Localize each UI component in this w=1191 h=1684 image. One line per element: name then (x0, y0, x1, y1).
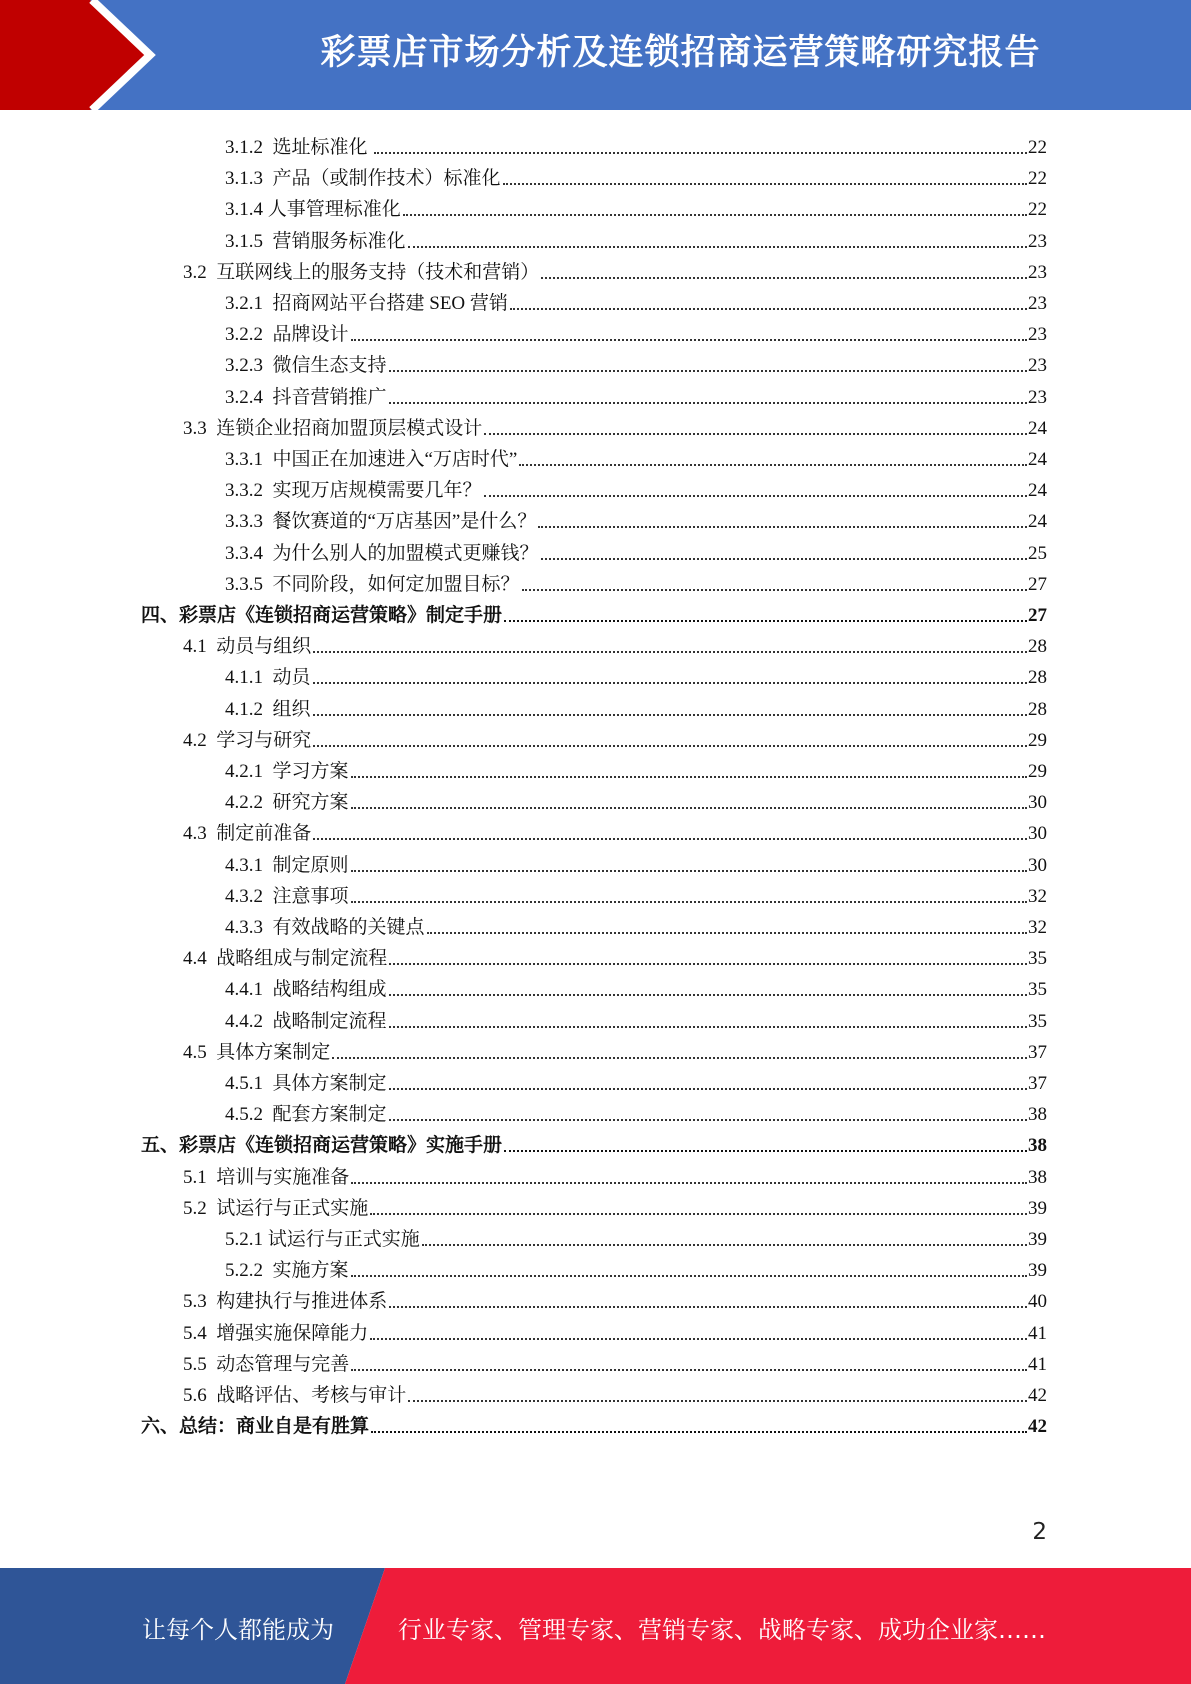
toc-entry[interactable] (141, 1126, 1047, 1157)
toc-dot-leader (522, 588, 1027, 591)
toc-entry-number: 3.3.4 (225, 542, 273, 564)
toc-entry-title: 六、总结：商业自是有胜算 (141, 1416, 370, 1438)
toc-dot-leader (389, 993, 1027, 996)
toc-entry-number: 3.1.5 (225, 230, 273, 252)
toc-entry[interactable] (225, 315, 1047, 346)
toc-entry-title: 配套方案制定 (272, 1104, 387, 1126)
toc-entry-title: 中国正在加速进入“万店时代” (272, 449, 518, 470)
toc-entry[interactable] (183, 814, 1047, 845)
toc-entry-title: 战略组成与制定流程 (216, 948, 388, 970)
toc-entry-page: 28 (1028, 636, 1047, 658)
toc-entry[interactable] (225, 222, 1047, 253)
toc-entry-page: 32 (1028, 885, 1047, 907)
toc-entry-page: 41 (1028, 1322, 1047, 1344)
toc-entry-page: 27 (1028, 605, 1047, 626)
toc-entry[interactable] (225, 471, 1047, 502)
toc-entry-title: 制定原则 (272, 854, 349, 876)
toc-dot-leader (370, 1337, 1027, 1340)
toc-entry-number: 3.3.3 (225, 511, 273, 533)
toc-entry-page: 23 (1028, 386, 1047, 408)
toc-dot-leader (484, 432, 1027, 435)
toc-entry-page: 22 (1028, 168, 1047, 190)
toc-entry-number: 3.1.4 (225, 199, 268, 221)
toc-entry-page: 42 (1028, 1385, 1047, 1406)
toc-entry-number: 5.2.1 (225, 1229, 268, 1250)
toc-entry-number: 4.2.1 (225, 761, 273, 782)
toc-entry-page: 24 (1028, 417, 1047, 439)
toc-entry-number: 3.2.2 (225, 324, 273, 346)
toc-entry-title: 实施方案 (272, 1260, 349, 1282)
toc-entry-page: 39 (1028, 1229, 1047, 1250)
toc-dot-leader (313, 744, 1027, 747)
toc-entry-number: 4.3 (183, 823, 217, 845)
toc-entry[interactable] (183, 1345, 1047, 1376)
toc-entry[interactable] (183, 1314, 1047, 1345)
toc-entry-title: 互联网线上的服务支持（技术和营销） (216, 261, 540, 283)
toc-entry[interactable] (225, 346, 1047, 377)
toc-entry[interactable] (183, 1189, 1047, 1220)
toc-entry[interactable] (183, 253, 1047, 284)
toc-dot-leader (351, 1181, 1027, 1184)
toc-dot-leader (371, 1430, 1027, 1433)
toc-entry-title: 动员 (272, 667, 311, 689)
toc-entry-number: 3.3 (183, 417, 217, 439)
toc-entry[interactable] (183, 409, 1047, 440)
toc-entry-page: 29 (1028, 761, 1047, 782)
toc-entry-page: 38 (1028, 1104, 1047, 1126)
toc-entry-title: 战略评估、考核与审计 (216, 1385, 407, 1406)
toc-entry-number: 4.5 (183, 1041, 217, 1063)
toc-entry[interactable] (225, 534, 1047, 565)
toc-entry-page: 23 (1028, 293, 1047, 314)
toc-dot-leader (351, 900, 1027, 903)
red-chevron-decoration (0, 0, 160, 110)
toc-entry[interactable] (225, 159, 1047, 190)
toc-entry[interactable] (225, 658, 1047, 689)
toc-dot-leader (389, 369, 1027, 372)
toc-dot-leader (351, 806, 1027, 809)
toc-entry[interactable] (225, 284, 1047, 315)
toc-entry-number: 3.2.3 (225, 355, 273, 377)
toc-dot-leader (504, 619, 1027, 622)
footer-slogan-right: 行业专家、管理专家、营销专家、战略专家、成功企业家…… (398, 1616, 1046, 1644)
toc-entry-title: 战略制定流程 (272, 1010, 387, 1032)
toc-entry[interactable] (225, 440, 1047, 471)
toc-entry[interactable] (183, 1282, 1047, 1313)
toc-dot-leader (351, 775, 1027, 778)
toc-entry-number: 4.1.2 (225, 698, 273, 720)
toc-entry[interactable] (225, 1220, 1047, 1251)
toc-entry[interactable] (225, 378, 1047, 409)
toc-entry-number: 3.3.2 (225, 480, 273, 502)
toc-dot-leader (313, 650, 1027, 653)
toc-dot-leader (389, 962, 1027, 965)
toc-dot-leader (351, 1274, 1027, 1277)
toc-dot-leader (541, 557, 1027, 560)
toc-entry[interactable] (225, 690, 1047, 721)
toc-entry-page: 29 (1028, 729, 1047, 751)
toc-entry-number: 4.2.2 (225, 792, 273, 814)
toc-entry-number: 5.5 (183, 1353, 217, 1375)
toc-dot-leader (484, 494, 1027, 497)
toc-dot-leader (389, 401, 1027, 404)
toc-entry-page: 25 (1028, 542, 1047, 564)
toc-entry[interactable] (225, 502, 1047, 533)
toc-entry-page: 32 (1028, 917, 1047, 938)
toc-entry-page: 35 (1028, 979, 1047, 1001)
toc-entry-number: 4.4.1 (225, 979, 273, 1001)
toc-entry-page: 27 (1028, 573, 1047, 595)
toc-entry-number: 4.5.1 (225, 1073, 273, 1094)
toc-entry-title: 培训与实施准备 (216, 1166, 350, 1188)
toc-entry-page: 23 (1028, 355, 1047, 377)
toc-entry-number: 3.2 (183, 261, 217, 283)
toc-dot-leader (504, 1149, 1027, 1152)
toc-entry-title: 组织 (272, 698, 311, 720)
report-title: 彩票店市场分析及连锁招商运营策略研究报告 (320, 33, 1041, 73)
toc-entry-title: 实现万店规模需要几年？ (272, 480, 482, 502)
toc-entry-page: 24 (1028, 449, 1047, 470)
toc-entry-number: 3.3.1 (225, 449, 273, 470)
toc-entry-title: 学习方案 (272, 761, 349, 782)
toc-dot-leader (519, 463, 1027, 466)
toc-dot-leader (389, 1118, 1027, 1121)
toc-entry-title: 注意事项 (272, 885, 349, 907)
toc-entry-title: 动员与组织 (216, 636, 312, 658)
toc-entry-title: 制定前准备 (216, 823, 312, 845)
toc-entry-title: 五、彩票店《连锁招商运营策略》实施手册 (141, 1135, 503, 1157)
toc-entry-number: 5.2 (183, 1197, 217, 1219)
toc-entry-number: 3.1.2 (225, 137, 273, 158)
toc-dot-leader (541, 276, 1027, 279)
toc-entry-page: 39 (1028, 1197, 1047, 1219)
toc-entry-number: 4.2 (183, 729, 217, 751)
toc-entry-title: 人事管理标准化 (267, 199, 401, 221)
toc-entry[interactable] (225, 908, 1047, 939)
toc-entry-page: 30 (1028, 823, 1047, 845)
toc-entry[interactable] (225, 565, 1047, 596)
toc-entry-title: 研究方案 (272, 792, 349, 814)
toc-entry-number: 5.2.2 (225, 1260, 273, 1282)
toc-entry-title: 具体方案制定 (272, 1073, 387, 1094)
toc-entry-title: 具体方案制定 (216, 1041, 331, 1063)
toc-entry[interactable] (183, 939, 1047, 970)
toc-entry-number: 4.4.2 (225, 1010, 273, 1032)
toc-dot-leader (427, 931, 1027, 934)
toc-entry[interactable] (225, 1251, 1047, 1282)
toc-entry-title: 选址标准化 (272, 137, 373, 158)
page-footer (0, 1568, 1191, 1684)
toc-entry[interactable] (225, 877, 1047, 908)
toc-entry-page: 22 (1028, 137, 1047, 158)
toc-entry[interactable] (183, 721, 1047, 752)
toc-entry-number: 3.2.4 (225, 386, 273, 408)
toc-entry[interactable] (225, 752, 1047, 783)
toc-dot-leader (313, 713, 1027, 716)
toc-entry-title: 试运行与正式实施 (216, 1197, 369, 1219)
toc-dot-leader (503, 182, 1027, 185)
toc-entry-page: 37 (1028, 1041, 1047, 1063)
toc-entry-page: 28 (1028, 698, 1047, 720)
toc-entry[interactable] (225, 970, 1047, 1001)
toc-entry[interactable] (141, 596, 1047, 627)
toc-entry[interactable] (183, 1033, 1047, 1064)
toc-entry-title: 营销服务标准化 (272, 230, 406, 252)
toc-entry-page: 39 (1028, 1260, 1047, 1282)
toc-entry-page: 23 (1028, 324, 1047, 346)
toc-entry-page: 30 (1028, 792, 1047, 814)
toc-dot-leader (351, 338, 1027, 341)
toc-entry-title: 战略结构组成 (272, 979, 387, 1001)
toc-entry-number: 4.3.3 (225, 917, 273, 938)
toc-entry[interactable] (225, 1095, 1047, 1126)
toc-entry[interactable] (225, 128, 1047, 159)
toc-dot-leader (538, 525, 1027, 528)
toc-entry-title: 四、彩票店《连锁招商运营策略》制定手册 (141, 605, 503, 626)
toc-entry-number: 5.6 (183, 1385, 217, 1406)
toc-entry-page: 35 (1028, 1010, 1047, 1032)
page-header (0, 0, 1191, 110)
toc-entry-page: 35 (1028, 948, 1047, 970)
toc-entry-title: 为什么别人的加盟模式更赚钱？ (272, 542, 539, 564)
toc-entry-title: 招商网站平台搭建 SEO 营销 (272, 293, 508, 314)
toc-dot-leader (351, 869, 1027, 872)
toc-entry-title: 动态管理与完善 (216, 1353, 350, 1375)
footer-slogan-left: 让每个人都能成为 (142, 1616, 334, 1644)
toc-entry-title: 品牌设计 (272, 324, 349, 346)
toc-entry-number: 4.4 (183, 948, 217, 970)
toc-entry-number: 4.3.1 (225, 854, 273, 876)
toc-entry-title: 试运行与正式实施 (267, 1229, 420, 1250)
toc-entry-page: 23 (1028, 261, 1047, 283)
toc-entry-page: 22 (1028, 199, 1047, 221)
toc-entry-number: 4.5.2 (225, 1104, 273, 1126)
page-number: 2 (1032, 1519, 1047, 1545)
toc-entry-title: 抖音营销推广 (272, 386, 387, 408)
toc-entry-page: 24 (1028, 480, 1047, 502)
toc-entry-title: 微信生态支持 (272, 355, 387, 377)
toc-entry-page: 28 (1028, 667, 1047, 689)
toc-entry-page: 38 (1028, 1166, 1047, 1188)
toc-dot-leader (408, 245, 1027, 248)
toc-entry-page: 38 (1028, 1135, 1047, 1157)
toc-entry[interactable] (141, 1407, 1047, 1438)
toc-entry-title: 学习与研究 (216, 729, 312, 751)
toc-entry-number: 3.3.5 (225, 573, 273, 595)
toc-entry-page: 41 (1028, 1353, 1047, 1375)
toc-entry-page: 24 (1028, 511, 1047, 533)
toc-entry-page: 37 (1028, 1073, 1047, 1094)
toc-dot-leader (332, 1056, 1027, 1059)
toc-entry-title: 增强实施保障能力 (216, 1322, 369, 1344)
toc-entry[interactable] (183, 627, 1047, 658)
toc-entry[interactable] (183, 1376, 1047, 1407)
toc-entry-number: 4.3.2 (225, 885, 273, 907)
toc-entry[interactable] (225, 1002, 1047, 1033)
toc-entry[interactable] (225, 846, 1047, 877)
toc-dot-leader (408, 1399, 1027, 1402)
toc-dot-leader (510, 307, 1027, 310)
toc-dot-leader (389, 1305, 1027, 1308)
toc-entry-title: 不同阶段，如何定加盟目标？ (272, 573, 520, 595)
toc-entry-title: 餐饮赛道的“万店基因”是什么？ (272, 511, 537, 533)
toc-entry-page: 23 (1028, 230, 1047, 252)
toc-entry-page: 40 (1028, 1291, 1047, 1313)
toc-entry[interactable] (183, 1158, 1047, 1189)
toc-dot-leader (389, 1087, 1027, 1090)
toc-entry-page: 30 (1028, 854, 1047, 876)
toc-dot-leader (422, 1243, 1027, 1246)
toc-entry-number: 5.4 (183, 1322, 217, 1344)
toc-dot-leader (351, 1368, 1027, 1371)
toc-entry[interactable] (225, 1064, 1047, 1095)
toc-dot-leader (313, 837, 1027, 840)
toc-entry[interactable] (225, 783, 1047, 814)
toc-entry[interactable] (225, 190, 1047, 221)
toc-entry-number: 5.3 (183, 1291, 217, 1313)
toc-entry-title: 有效战略的关键点 (272, 917, 425, 938)
toc-entry-number: 3.2.1 (225, 293, 273, 314)
toc-dot-leader (370, 1212, 1027, 1215)
toc-entry-number: 3.1.3 (225, 168, 273, 190)
toc-entry-number: 4.1 (183, 636, 217, 658)
toc-dot-leader (313, 681, 1027, 684)
toc-dot-leader (403, 213, 1027, 216)
toc-entry-number: 5.1 (183, 1166, 217, 1188)
toc-entry-number: 4.1.1 (225, 667, 273, 689)
toc-dot-leader (374, 151, 1027, 154)
toc-entry-title: 产品（或制作技术）标准化 (272, 168, 501, 190)
toc-entry-title: 构建执行与推进体系 (216, 1291, 388, 1313)
toc-entry-title: 连锁企业招商加盟顶层模式设计 (216, 417, 483, 439)
toc-dot-leader (389, 1025, 1027, 1028)
toc-entry-page: 42 (1028, 1416, 1047, 1438)
